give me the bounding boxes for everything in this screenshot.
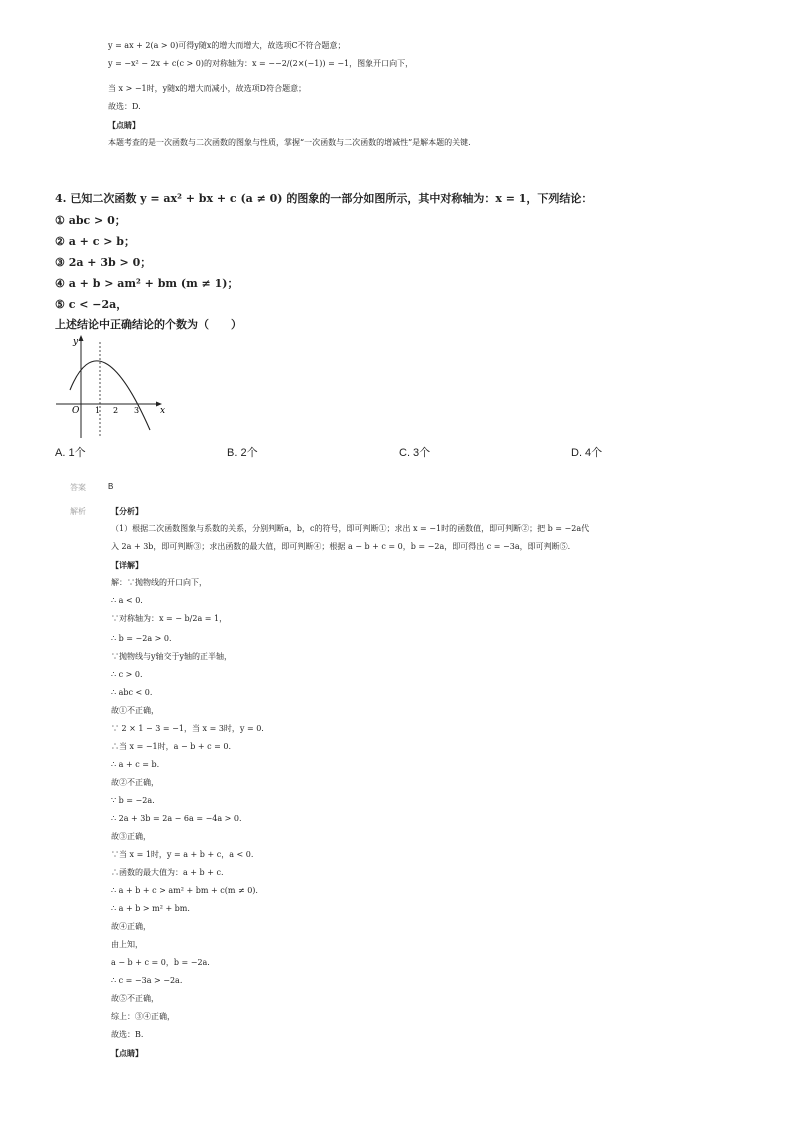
x-label: x	[160, 406, 166, 416]
detail-line-14: ∴ 2a + 3b = 2a − 6a = −4a > 0.	[111, 814, 242, 823]
dianjing-heading: 【点睛】	[111, 1048, 143, 1058]
detail-line-20: 故④正确，	[111, 922, 151, 931]
detail-line-4: ∴ b = −2a > 0.	[111, 634, 172, 643]
fenxi-line-2: 入 2a + 3b，即可判断③；求出函数的最大值，即可判断④；根据 a − b + c = 0，b = −2a，即可得出 c = −3a，即可判断⑤.	[111, 542, 571, 551]
option-a[interactable]: A. 1个	[55, 447, 86, 459]
option-b[interactable]: B. 2个	[227, 447, 258, 459]
origin-label: O	[72, 406, 80, 416]
prev-solution-line-3: 当 x > −1时，y随x的增大而减小，故选项D符合题意；	[108, 84, 307, 93]
detail-line-11: ∴ a + c = b.	[111, 760, 160, 769]
fenxi-heading: 【分析】	[111, 506, 143, 516]
detail-line-19: ∴ a + b > m² + bm.	[111, 904, 190, 913]
question-stem: 4. 已知二次函数 y = ax² + bx + c (a ≠ 0) 的图象的一部分如图所示，其中对称轴为：x = 1，下列结论：	[55, 192, 593, 205]
answer-value: B	[108, 482, 114, 491]
conclusion-4: ④ a + b > am² + bm (m ≠ 1)；	[55, 277, 239, 290]
detail-line-5: ∵抛物线与y轴交于y轴的正半轴，	[111, 652, 233, 661]
detail-line-22: a − b + c = 0，b = −2a.	[111, 958, 210, 967]
prev-solution-line-4: 故选：D.	[108, 102, 141, 111]
detail-line-15: 故③正确，	[111, 832, 151, 841]
y-label: y	[73, 337, 79, 347]
detail-line-16: ∵当 x = 1时，y = a + b + c，a < 0.	[111, 850, 254, 859]
xiangjie-heading: 【详解】	[111, 560, 143, 570]
tick-3: 3	[134, 406, 140, 415]
analysis-label: 解析	[70, 507, 86, 516]
conclusion-3: ③ 2a + 3b > 0；	[55, 256, 152, 269]
detail-line-24: 故⑤不正确，	[111, 994, 159, 1003]
prev-dianjing-heading: 【点睛】	[108, 120, 140, 130]
detail-line-3: ∵对称轴为：x = − b/2a = 1，	[111, 614, 228, 623]
detail-line-6: ∴ c > 0.	[111, 670, 143, 679]
fenxi-line-1: （1）根据二次函数图象与系数的关系，分别判断a，b，c的符号，即可判断①；求出 x = −1时的函数值，即可判断②；把 b = −2a代	[111, 524, 590, 533]
detail-line-2: ∴ a < 0.	[111, 596, 143, 605]
conclusion-5: ⑤ c < −2a，	[55, 298, 128, 311]
tick-1: 1	[95, 406, 101, 415]
detail-line-25: 综上：③④正确，	[111, 1012, 175, 1021]
detail-line-7: ∴ abc < 0.	[111, 688, 153, 697]
prev-solution-summary: 本题考查的是一次函数与二次函数的图象与性质，掌握“一次函数与二次函数的增减性”是解本题的关键.	[108, 138, 471, 147]
option-c[interactable]: C. 3个	[399, 447, 431, 459]
detail-line-26: 故选：B.	[111, 1030, 144, 1039]
detail-line-9: ∵ 2 × 1 − 3 = −1，当 x = 3时，y = 0.	[111, 724, 264, 733]
y-axis-arrow	[79, 335, 84, 341]
prev-solution-line-1: y = ax + 2(a > 0)可得y随x的增大而增大，故选项C不符合题意；	[108, 41, 346, 50]
prev-solution-line-2: y = −x² − 2x + c(c > 0)的对称轴为：x = −−2/(2×(−1)) = −1，图象开口向下，	[108, 59, 414, 68]
conclusion-1: ① abc > 0；	[55, 214, 126, 227]
question-ask: 上述结论中正确结论的个数为（ ）	[55, 318, 242, 331]
detail-line-10: ∴当 x = −1时，a − b + c = 0.	[111, 742, 232, 751]
detail-line-17: ∴函数的最大值为：a + b + c.	[111, 868, 224, 877]
detail-line-1: 解：∵抛物线的开口向下，	[111, 578, 207, 587]
detail-line-23: ∴ c = −3a > −2a.	[111, 976, 183, 985]
tick-2: 2	[113, 406, 119, 415]
parabola-graph	[52, 332, 172, 440]
detail-line-13: ∵ b = −2a.	[111, 796, 155, 805]
parabola-curve	[70, 361, 150, 430]
detail-line-12: 故②不正确，	[111, 778, 159, 787]
detail-line-18: ∴ a + b + c > am² + bm + c(m ≠ 0).	[111, 886, 258, 895]
conclusion-2: ② a + c > b；	[55, 235, 135, 248]
detail-line-8: 故①不正确，	[111, 706, 159, 715]
option-d[interactable]: D. 4个	[571, 447, 603, 459]
answer-label: 答案	[70, 483, 86, 492]
detail-line-21: 由上知，	[111, 940, 143, 949]
